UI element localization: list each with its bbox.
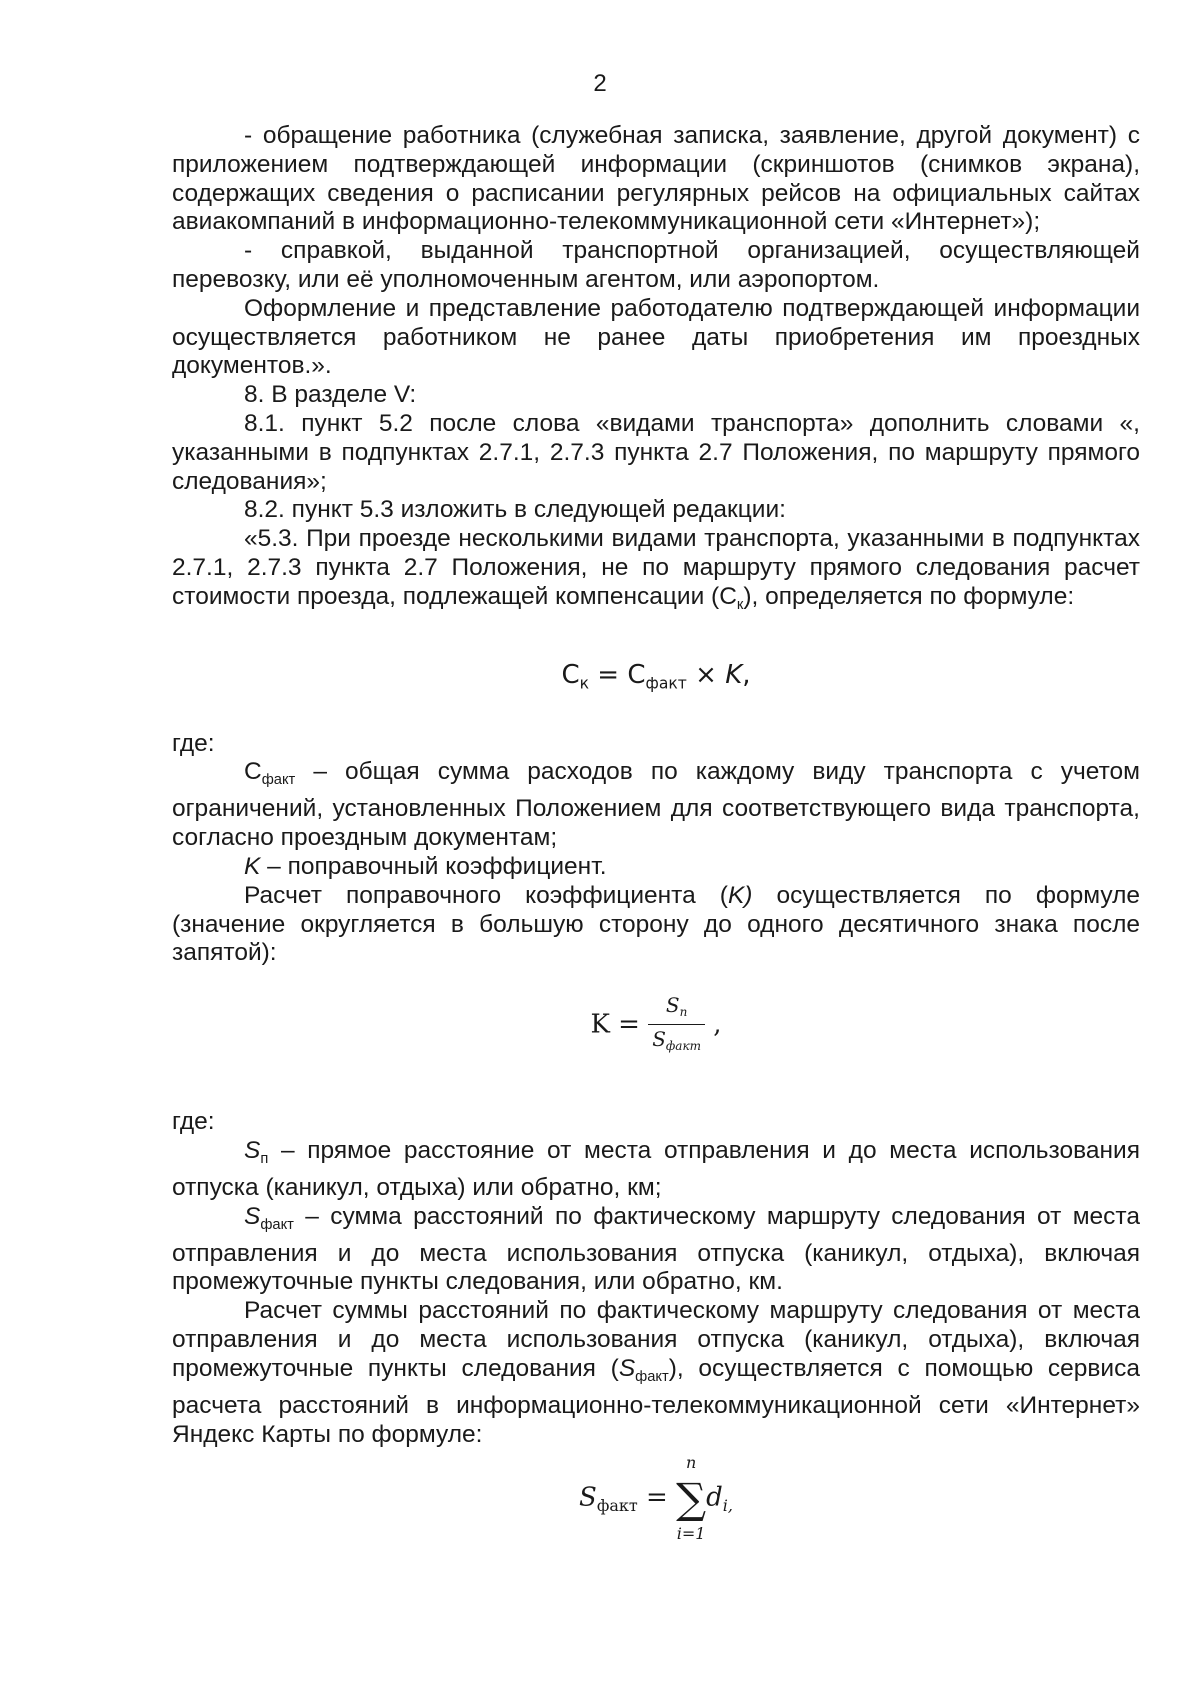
definition-s-fact: $S_{факт}$ – сумма расстояний по фактическому маршруту следования от места отправления и до места использования отпуска (каникул, отдыха), включая промежуточные пункты следования, или обратно, км. — [172, 1202, 1140, 1296]
definition-s-p: $S_п$ – прямое расстояние от места отправления и до места использования отпуска (каникул, отдыха) или обратно, км; — [172, 1137, 1140, 1201]
paragraph-certificate: - справкой, выданной транспортной организацией, осуществляющей перевозку, или её уполномоченным агентом, или аэропортом. — [172, 237, 1140, 293]
paragraph-appeal: - обращение работника (служебная записка, заявление, другой документ) с приложением подтверждающей информации (скриншотов (снимков экрана), содержащих сведения о расписании регулярных рейсов на официальных сайтах авиакомпаний в информационно-телекоммуникационной сети «Интернет»); — [172, 122, 1140, 236]
definition-k: K – поправочный коэффициент. — [244, 853, 607, 881]
paragraph-registration: Оформление и представление работодателю подтверждающей информации осуществляется работником не ранее даты приобретения им проездных документов.». — [172, 294, 1140, 380]
fraction: $\frac{S_п}{S_{факт}}$ — [648, 993, 705, 1058]
paragraph-section-8: 8. В разделе V: — [244, 381, 417, 409]
formula-coefficient: K = $\frac{S_п}{S_{факт}}$ , — [172, 968, 1140, 1108]
where-label-1: где: — [172, 729, 215, 757]
where-label-2: где: — [172, 1108, 215, 1136]
paragraph-8-2: 8.2. пункт 5.3 изложить в следующей редакции: — [244, 496, 786, 524]
paragraph-sum-calculation: Расчет суммы расстояний по фактическому маршруту следования от места отправления и до места использования отпуска (каникул, отдыха), включая промежуточные пункты следования $(S_{факт})$, осуществляется с помощью сервиса расчета расстояний в информационно-телекоммуникационной сети «Интернет» Яндекс Карты по формуле: — [172, 1297, 1140, 1448]
document-body — [172, 122, 1140, 1569]
page-number: 2 — [593, 70, 607, 97]
summation-sign: n ∑ i=1 — [676, 1453, 707, 1544]
definition-c-fact: $С_{факт}$ – общая сумма расходов по каждому виду транспорта с учетом ограничений, установленных Положением для соответствующего вида транспорта, согласно проездным документам; — [172, 758, 1140, 852]
paragraph-k-calculation: Расчет поправочного коэффициента (K) осуществляется по формуле (значение округляется в большую сторону до одного десятичного знака после запятой): — [172, 881, 1140, 967]
formula-distance-sum: $S_{факт}$ = n ∑ i=1 $d_{i,}$ — [172, 1449, 1140, 1569]
paragraph-8-1: 8.1. пункт 5.2 после слова «видами транспорта» дополнить словами «, указанными в подпунктах 2.7.1, 2.7.3 пункта 2.7 Положения, по маршруту прямого следования»; — [172, 409, 1140, 495]
formula-compensation: $С_к = С_{факт} \times K$, — [561, 659, 751, 693]
paragraph-5-3: «5.3. При проезде несколькими видами транспорта, указанными в подпунктах 2.7.1, 2.7.3 пункта 2.7 Положения, не по маршруту прямого следования расчет стоимости проезда, подлежащей компенсации $(С_к)$, определяется по формуле: — [172, 525, 1140, 613]
